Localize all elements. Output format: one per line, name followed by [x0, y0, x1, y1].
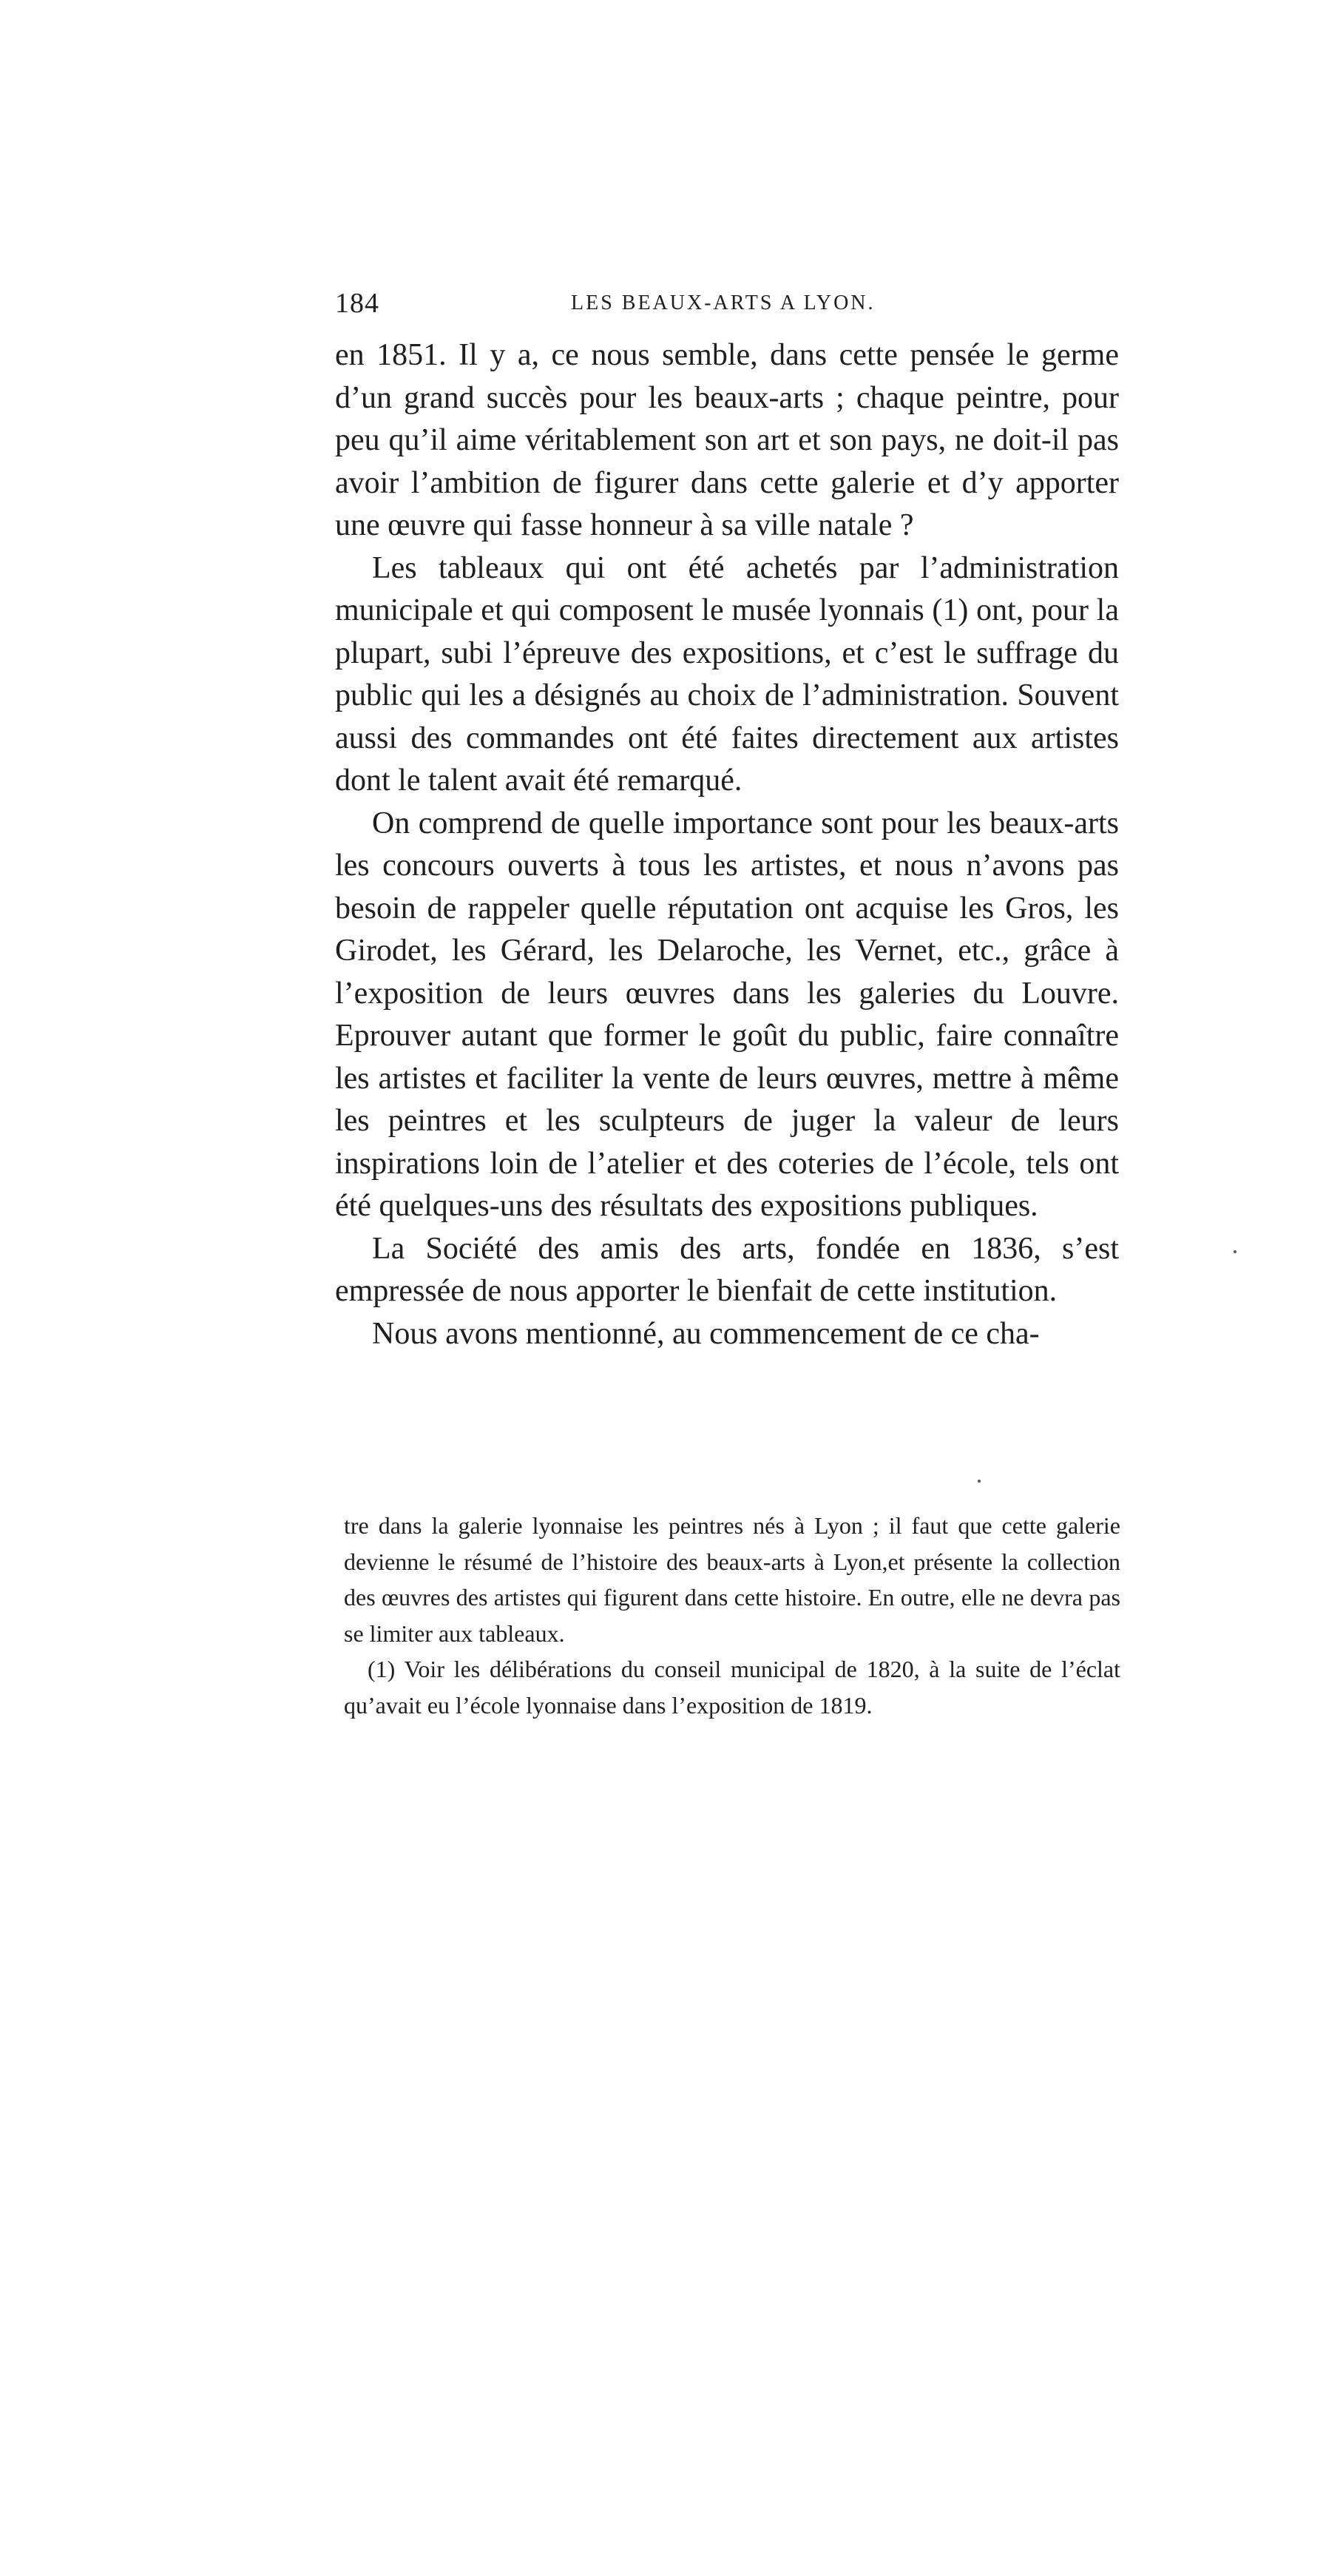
paragraph: Nous avons mentionné, au commencement de ce cha- [372, 1316, 1040, 1351]
footnote-continuation: tre dans la galerie lyonnaise les peintres nés à Lyon ; il faut que cette galerie devienne le résumé de l’histoire des beaux-arts à Lyon,et présente la collection des œuvres des artistes qui figurent dans cette histoire. En outre, elle ne devra pas se limiter aux tableaux. [344, 1512, 1120, 1647]
paragraph: Les tableaux qui ont été achetés par l’administration municipale et qui composent le musée lyonnais (1) ont, pour la plupart, subi l’épreuve des expositions, et c’est le suffrage du public qui les a désignés au choix de l’administration. Souvent aussi des commandes ont été faites directement aux artistes dont le talent avait été remarqué. [335, 550, 1119, 798]
paragraph: On comprend de quelle importance sont pour les beaux-arts les concours ouverts à tous les artistes, et nous n’avons pas besoin de rappeler quelle réputation ont acquise les Gros, les Girodet, les Gérard, les Delaroche, les Vernet, etc., grâce à l’exposition de leurs œuvres dans les galeries du Louvre. Eprouver autant que former le goût du public, faire connaître les artistes et faciliter la vente de leurs œuvres, mettre à même les peintres et les sculpteurs de juger la valeur de leurs inspirations loin de l’atelier et des coteries de l’école, tels ont été quelques-uns des résultats des expositions publiques. [335, 806, 1119, 1223]
paragraph: La Société des amis des arts, fondée en 1836, s’est empressée de nous apporter le bienfait de cette institution. [335, 1231, 1119, 1308]
page-number: 184 [335, 288, 379, 319]
main-text [335, 334, 1119, 1355]
footnote-1: (1) Voir les délibérations du conseil municipal de 1820, à la suite de l’éclat qu’avait eu l’école lyonnaise dans l’exposition de 1819. [344, 1656, 1120, 1719]
paragraph: en 1851. Il y a, ce nous semble, dans cette pensée le germe d’un grand succès pour les beaux-arts ; chaque peintre, pour peu qu’il aime véritablement son art et son pays, ne doit-il pas avoir l’ambition de figurer dans cette galerie et d’y apporter une œuvre qui fasse honneur à sa ville natale ? [335, 338, 1119, 542]
footnotes [344, 1508, 1120, 1723]
print-speck [1234, 1250, 1237, 1253]
print-speck [978, 1480, 981, 1483]
running-title: LES BEAUX-ARTS A LYON. [571, 291, 876, 314]
page-header [335, 287, 1134, 324]
